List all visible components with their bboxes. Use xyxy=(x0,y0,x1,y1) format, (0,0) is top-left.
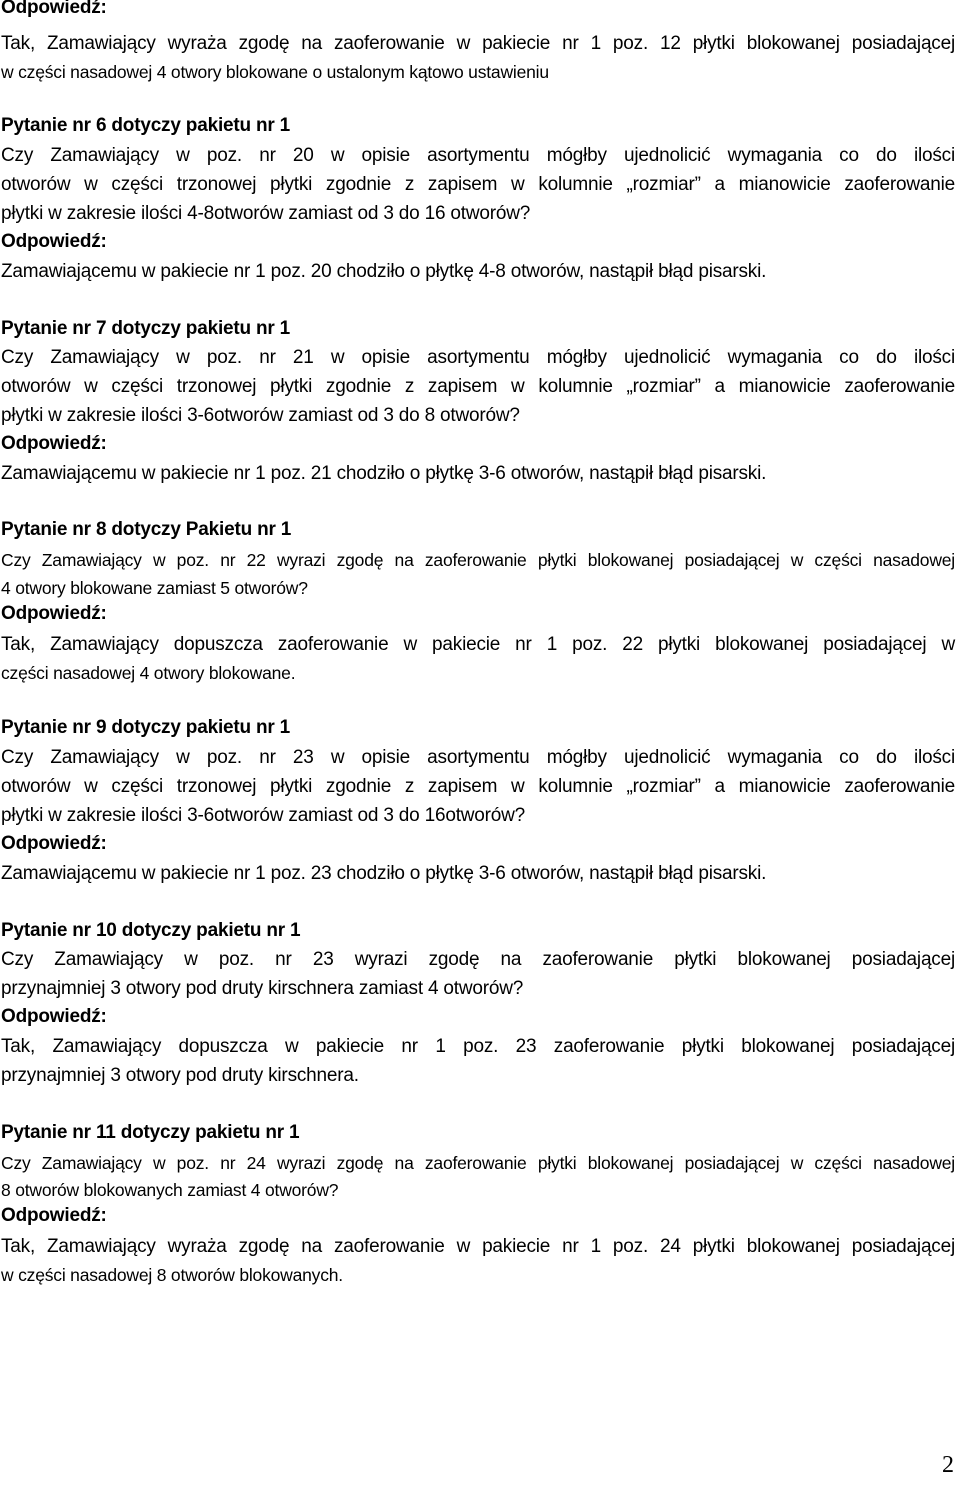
text-line: Czy Zamawiający w poz. nr 24 wyrazi zgodę na zaoferowanie płytki blokowanej posiadającej w części nasadowej xyxy=(1,1153,955,1173)
section-heading: Odpowiedź: xyxy=(1,433,107,454)
section-heading: Pytanie nr 6 dotyczy pakietu nr 1 xyxy=(1,115,291,136)
text-line: otworów w części trzonowej płytki zgodnie z zapisem w kolumnie „rozmiar” a mianowicie zaoferowanie xyxy=(1,776,955,797)
text-line: przynajmniej 3 otwory pod druty kirschnera zamiast 4 otworów? xyxy=(1,978,524,999)
text-line: Tak, Zamawiający wyraża zgodę na zaoferowanie w pakiecie nr 1 poz. 24 płytki blokowanej posiadającej xyxy=(1,1236,955,1257)
section-heading: Odpowiedź: xyxy=(1,833,107,854)
text-line: Tak, Zamawiający wyraża zgodę na zaoferowanie w pakiecie nr 1 poz. 12 płytki blokowanej posiadającej xyxy=(1,33,955,54)
text-line: 4 otwory blokowane zamiast 5 otworów? xyxy=(1,578,308,598)
section-heading: Pytanie nr 7 dotyczy pakietu nr 1 xyxy=(1,318,291,339)
page-number: 2 xyxy=(942,1452,954,1478)
section-heading: Odpowiedź: xyxy=(1,603,107,624)
section-heading: Odpowiedź: xyxy=(1,231,107,252)
text-line: Czy Zamawiający w poz. nr 22 wyrazi zgodę na zaoferowanie płytki blokowanej posiadającej w części nasadowej xyxy=(1,550,955,570)
text-line: przynajmniej 3 otwory pod druty kirschnera. xyxy=(1,1065,359,1086)
text-line: Czy Zamawiający w poz. nr 23 w opisie asortymentu mógłby ujednolicić wymagania co do ilości xyxy=(1,747,955,768)
text-line: Zamawiającemu w pakiecie nr 1 poz. 20 chodziło o płytkę 4-8 otworów, nastąpił błąd pisarski. xyxy=(1,261,767,282)
text-line: 8 otworów blokowanych zamiast 4 otworów? xyxy=(1,1180,339,1200)
section-heading: Pytanie nr 8 dotyczy Pakietu nr 1 xyxy=(1,519,292,540)
text-line: Czy Zamawiający w poz. nr 23 wyrazi zgodę na zaoferowanie płytki blokowanej posiadającej xyxy=(1,949,955,970)
text-line: otworów w części trzonowej płytki zgodnie z zapisem w kolumnie „rozmiar” a mianowicie zaoferowanie xyxy=(1,376,955,397)
text-line: w części nasadowej 4 otwory blokowane o ustalonym kątowo ustawieniu xyxy=(1,62,549,82)
text-line: części nasadowej 4 otwory blokowane. xyxy=(1,663,296,683)
section-heading: Odpowiedź: xyxy=(1,1205,107,1226)
text-line: w części nasadowej 8 otworów blokowanych. xyxy=(1,1265,343,1285)
text-line: Tak, Zamawiający dopuszcza w pakiecie nr 1 poz. 23 zaoferowanie płytki blokowanej posiadającej xyxy=(1,1036,955,1057)
text-line: Tak, Zamawiający dopuszcza zaoferowanie w pakiecie nr 1 poz. 22 płytki blokowanej posiadającej w xyxy=(1,634,955,655)
section-heading: Odpowiedź: xyxy=(1,1006,107,1027)
text-line: płytki w zakresie ilości 3-6otworów zamiast od 3 do 16otworów? xyxy=(1,805,526,826)
section-heading: Pytanie nr 10 dotyczy pakietu nr 1 xyxy=(1,920,301,941)
text-line: Czy Zamawiający w poz. nr 21 w opisie asortymentu mógłby ujednolicić wymagania co do ilości xyxy=(1,347,955,368)
section-heading: Pytanie nr 11 dotyczy pakietu nr 1 xyxy=(1,1122,300,1143)
text-line: płytki w zakresie ilości 3-6otworów zamiast od 3 do 8 otworów? xyxy=(1,405,520,426)
text-line: płytki w zakresie ilości 4-8otworów zamiast od 3 do 16 otworów? xyxy=(1,203,531,224)
text-line: Zamawiającemu w pakiecie nr 1 poz. 23 chodziło o płytkę 3-6 otworów, nastąpił błąd pisarski. xyxy=(1,863,767,884)
text-line: Zamawiającemu w pakiecie nr 1 poz. 21 chodziło o płytkę 3-6 otworów, nastąpił błąd pisarski. xyxy=(1,463,767,484)
section-heading: Odpowiedź: xyxy=(1,0,107,18)
text-line: Czy Zamawiający w poz. nr 20 w opisie asortymentu mógłby ujednolicić wymagania co do ilości xyxy=(1,145,955,166)
text-line: otworów w części trzonowej płytki zgodnie z zapisem w kolumnie „rozmiar” a mianowicie zaoferowanie xyxy=(1,174,955,195)
section-heading: Pytanie nr 9 dotyczy pakietu nr 1 xyxy=(1,717,291,738)
